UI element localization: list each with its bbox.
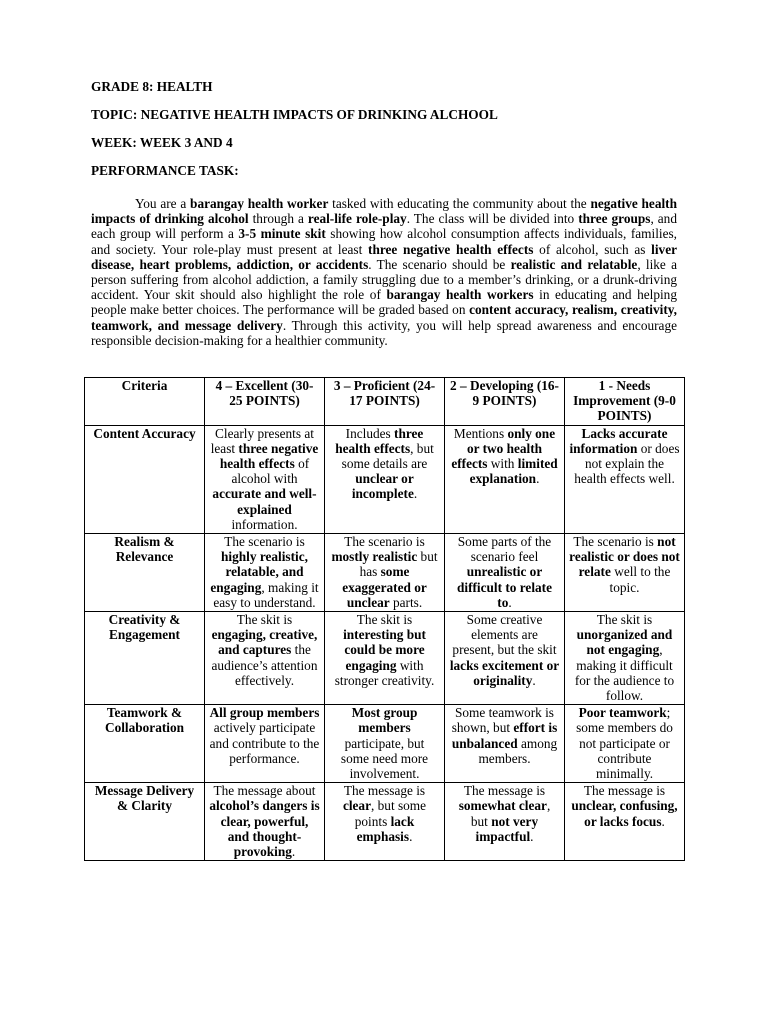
cell-bold-text: accurate and well-explained	[212, 486, 317, 517]
cell-bold-text: alcohol’s dangers is clear, powerful, and thought-provoking	[209, 798, 320, 860]
rubric-cell-needs-improvement	[565, 783, 685, 861]
cell-bold-text: Lacks accurate information	[569, 425, 668, 456]
header-needs-improvement: 1 - Needs Improvement (9-0 POINTS)	[565, 378, 685, 426]
rubric-cell-proficient	[325, 425, 445, 533]
cell-bold-text: only one or two health effects	[451, 425, 556, 472]
cell-text: .	[413, 486, 418, 502]
paragraph-text: You are a	[135, 196, 191, 211]
cell-text: .	[530, 828, 534, 844]
cell-bold-text: clear	[342, 798, 371, 814]
paragraph-text: showing how alcohol consumption affects individuals, families, and society. Your role-play must present at least	[91, 226, 677, 257]
rubric-row	[85, 705, 685, 783]
cell-text: among members.	[478, 735, 558, 766]
cell-text: actively participate and contribute to the performance.	[209, 720, 320, 766]
cell-text: Some parts of the scenario feel	[457, 534, 552, 565]
cell-text: Mentions	[453, 425, 508, 441]
cell-text: , but	[470, 798, 551, 829]
rubric-cell-developing	[445, 534, 565, 612]
rubric-cell-proficient	[325, 534, 445, 612]
header-excellent: 4 – Excellent (30-25 POINTS)	[205, 378, 325, 426]
criteria-cell: Message Delivery & Clarity	[85, 783, 205, 861]
rubric-cell-needs-improvement	[565, 705, 685, 783]
paragraph-text: through a	[248, 211, 308, 227]
rubric-cell-excellent	[205, 425, 325, 533]
cell-bold-text: unclear or incomplete	[351, 471, 414, 502]
cell-text: , making it easy to understand.	[213, 579, 319, 610]
performance-task-heading: PERFORMANCE TASK:	[91, 163, 239, 178]
cell-text: , making it difficult for the audience to follow.	[574, 642, 675, 704]
cell-bold-text: highly realistic, relatable, and engaging	[210, 549, 308, 595]
header-criteria: Criteria	[85, 378, 205, 426]
rubric-row	[85, 534, 685, 612]
criteria-cell: Teamwork & Collaboration	[85, 705, 205, 783]
cell-text: parts.	[389, 594, 423, 610]
header-developing: 2 – Developing (16-9 POINTS)	[445, 378, 565, 426]
cell-bold-text: three negative health effects	[219, 440, 319, 472]
rubric-cell-excellent	[205, 612, 325, 705]
cell-bold-text: limited explanation	[469, 456, 558, 487]
cell-text: Some teamwork is shown, but	[451, 705, 554, 736]
paragraph-bold-text: barangay health workers	[386, 287, 534, 303]
paragraph-bold-text: realistic and relatable	[510, 256, 638, 272]
cell-text: .	[536, 471, 540, 487]
rubric-row	[85, 612, 685, 705]
rubric-cell-developing	[445, 612, 565, 705]
cell-text: of alcohol with	[231, 456, 310, 487]
cell-bold-text: unorganized and not engaging	[576, 627, 673, 658]
cell-bold-text: interesting but could be more engaging	[343, 627, 426, 673]
rubric-cell-excellent	[205, 534, 325, 612]
cell-bold-text: somewhat clear	[458, 798, 547, 814]
cell-text: The message is	[463, 783, 546, 799]
task-description-paragraph	[91, 196, 677, 348]
cell-text: The message about	[213, 783, 316, 799]
rubric-cell-excellent	[205, 783, 325, 861]
cell-text: , but some details are	[341, 440, 434, 472]
paragraph-bold-text: three negative health effects	[368, 241, 534, 257]
paragraph-bold-text: negative health impacts of drinking alcohol	[91, 196, 677, 227]
cell-bold-text: engaging, creative, and captures	[211, 627, 318, 658]
rubric-row	[85, 425, 685, 533]
cell-bold-text: some exaggerated or unclear	[342, 564, 427, 610]
paragraph-text: , and each group will perform a	[91, 211, 677, 242]
rubric-cell-developing	[445, 783, 565, 861]
cell-bold-text: All group members	[209, 705, 320, 721]
cell-text: The scenario is	[573, 534, 658, 550]
paragraph-bold-text: barangay health worker	[190, 196, 329, 211]
paragraph-text: tasked with educating the community about the	[328, 196, 591, 211]
cell-text: The message is	[583, 783, 666, 799]
rubric-cell-excellent	[205, 705, 325, 783]
cell-text: with stronger creativity.	[334, 657, 435, 688]
cell-text: Some creative elements are present, but the skit	[452, 612, 557, 658]
cell-text: The skit is	[356, 612, 413, 628]
cell-text: but has	[359, 549, 438, 580]
cell-bold-text: Poor teamwork	[578, 705, 667, 721]
cell-bold-text: Most group members	[351, 705, 418, 736]
paragraph-bold-text: content accuracy, realism, creativity, teamwork, and message delivery	[91, 302, 678, 333]
cell-text: , but some points	[354, 798, 427, 829]
cell-bold-text: unclear, confusing, or lacks focus	[571, 798, 678, 829]
cell-text: .	[532, 672, 536, 688]
cell-text: The scenario is	[344, 534, 425, 550]
paragraph-text: . Through this activity, you will help spread awareness and encourage responsible decision-making for a healthier community.	[91, 317, 678, 348]
paragraph-text: . The scenario should be	[368, 256, 511, 272]
paragraph-bold-text: three groups	[578, 211, 651, 227]
cell-text: .	[291, 844, 296, 860]
week-heading: WEEK: WEEK 3 AND 4	[91, 135, 233, 150]
topic-heading: TOPIC: NEGATIVE HEALTH IMPACTS OF DRINKING ALCHOOL	[91, 107, 498, 122]
rubric-cell-proficient	[325, 612, 445, 705]
rubric-cell-needs-improvement	[565, 425, 685, 533]
rubric-cell-needs-improvement	[565, 612, 685, 705]
paragraph-bold-text: 3-5 minute skit	[238, 226, 326, 242]
cell-text: The skit is	[236, 612, 293, 628]
paragraph-text: of alcohol, such as	[533, 241, 652, 257]
rubric-cell-proficient	[325, 705, 445, 783]
rubric-table	[84, 377, 685, 861]
cell-text: .	[508, 594, 512, 610]
cell-text: The skit is	[596, 612, 653, 628]
cell-bold-text: mostly realistic	[331, 549, 418, 565]
rubric-cell-proficient	[325, 783, 445, 861]
cell-text: ; some members do not participate or contribute minimally.	[576, 705, 673, 782]
cell-bold-text: unrealistic or difficult to relate to	[456, 564, 553, 610]
rubric-cell-needs-improvement	[565, 534, 685, 612]
cell-bold-text: lack emphasis	[356, 813, 415, 844]
cell-bold-text: three health effects	[335, 425, 424, 456]
header-proficient: 3 – Proficient (24-17 POINTS)	[325, 378, 445, 426]
cell-text: The scenario is	[224, 534, 305, 550]
grade-heading: GRADE 8: HEALTH	[91, 79, 213, 94]
rubric-cell-developing	[445, 705, 565, 783]
criteria-cell: Realism & Relevance	[85, 534, 205, 612]
paragraph-text: , like a person suffering from alcohol addiction, a family struggling due to a member’s drinking, or a drunk-driving accident. Your skit should also highlight the role of	[91, 256, 677, 303]
paragraph-text: . The class will be divided into	[406, 211, 579, 227]
cell-text: .	[409, 828, 413, 844]
cell-bold-text: not realistic or does not relate	[569, 534, 680, 580]
rubric-header-row	[85, 378, 685, 426]
cell-text: The message is	[343, 783, 426, 799]
cell-bold-text: effort is unbalanced	[451, 720, 558, 751]
criteria-cell: Content Accuracy	[85, 425, 205, 533]
paragraph-text: in educating and helping people make better choices. The performance will be graded based on	[91, 287, 677, 318]
criteria-cell: Creativity & Engagement	[85, 612, 205, 705]
cell-bold-text: lacks excitement or originality	[449, 657, 560, 688]
cell-text: Clearly presents at least	[210, 425, 314, 456]
rubric-cell-developing	[445, 425, 565, 533]
cell-text: information.	[231, 516, 298, 532]
cell-text: the audience’s attention effectively.	[211, 642, 318, 688]
cell-text: or does not explain the health effects well.	[574, 440, 680, 487]
cell-text: participate, but some need more involvement.	[340, 735, 429, 782]
rubric-row	[85, 783, 685, 861]
cell-text: .	[661, 813, 665, 829]
paragraph-bold-text: real-life role-play	[307, 211, 407, 227]
paragraph-bold-text: liver disease, heart problems, addiction, or accidents	[91, 241, 677, 272]
cell-bold-text: not very impactful	[475, 813, 539, 844]
cell-text: with	[487, 456, 518, 472]
cell-text: Includes	[345, 425, 395, 441]
cell-text: well to the topic.	[609, 564, 671, 595]
rubric-body	[85, 425, 685, 861]
